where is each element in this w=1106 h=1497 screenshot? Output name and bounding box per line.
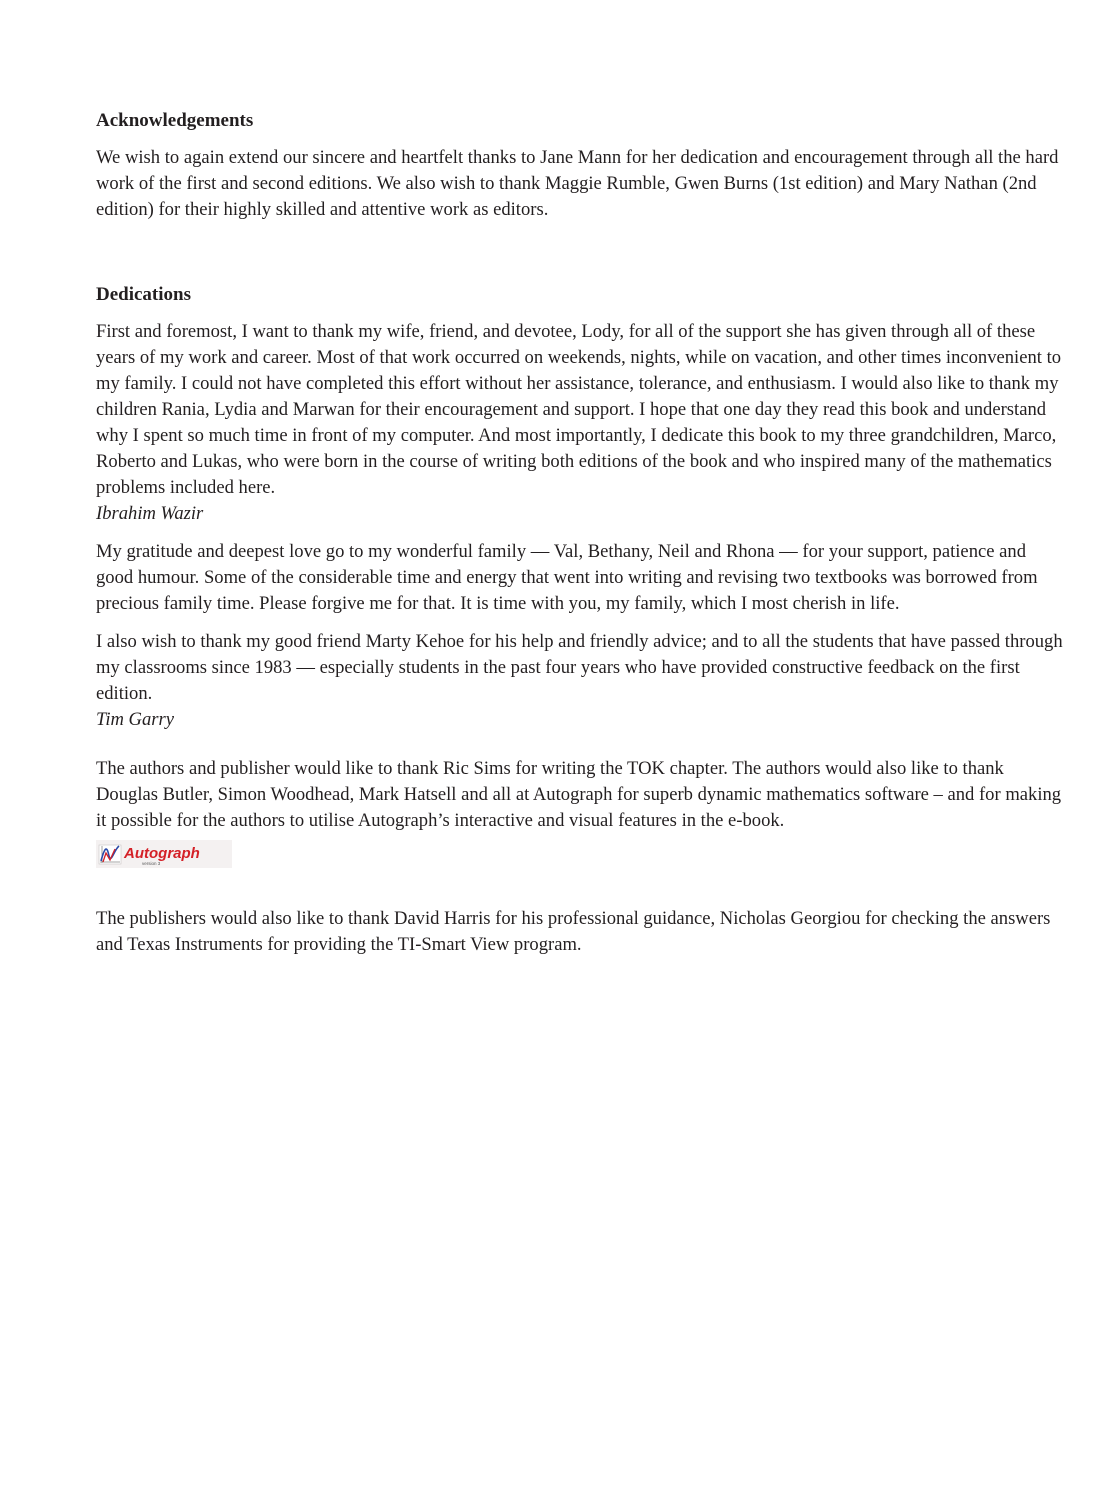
garry-dedication-1: My gratitude and deepest love go to my wonderful family — Val, Bethany, Neil and Rhona — for your support, patience and good humour. Some of the considerable time and energy that went into writing and revising two textbooks was borrowed from precious family time. Please forgive me for that. It is time with you, my family, which I most cherish in life.	[96, 541, 1038, 614]
wazir-signature: Ibrahim Wazir	[96, 503, 204, 524]
publishers-thanks: The publishers would also like to thank David Harris for his professional guidance, Nicholas Georgiou for checking the answers and Texas Instruments for providing the TI-Smart View program.	[96, 908, 1051, 955]
wazir-dedication-text: First and foremost, I want to thank my wife, friend, and devotee, Lody, for all of the support she has given through all of these years of my work and career. Most of that work occurred on weekends, nights, while on vacation, and other times inconvenient to my family. I could not have completed this effort without her assistance, tolerance, and enthusiasm. I would also like to thank my children Rania, Lydia and Marwan for their encouragement and support. I hope that one day they read this book and understand why I spent so much time in front of my computer. And most importantly, I dedicate this book to my three grandchildren, Marco, Roberto and Lukas, who were born in the course of writing both editions of the book and who inspired many of the mathematics problems included here.	[96, 321, 1062, 498]
logo-subtext: version 3	[142, 861, 161, 866]
autograph-logo-icon	[96, 840, 232, 868]
dedications-heading: Dedications	[96, 284, 191, 305]
page-content	[96, 108, 1066, 970]
acknowledgements-text: We wish to again extend our sincere and heartfelt thanks to Jane Mann for her dedication and encouragement through all the hard work of the first and second editions. We also wish to thank Maggie Rumble, Gwen Burns (1st edition) and Mary Nathan (2nd edition) for their highly skilled and attentive work as editors.	[96, 147, 1059, 220]
wazir-dedication	[96, 319, 1066, 527]
garry-signature: Tim Garry	[96, 709, 175, 730]
garry-dedication-2	[96, 629, 1066, 733]
garry-dedication-2-text: I also wish to thank my good friend Marty Kehoe for his help and friendly advice; and to all the students that have passed through my classrooms since 1983 — especially students in the past four years who have provided constructive feedback on the first edition.	[96, 631, 1063, 704]
authors-publisher-thanks: The authors and publisher would like to thank Ric Sims for writing the TOK chapter. The authors would also like to thank Douglas Butler, Simon Woodhead, Mark Hatsell and all at Autograph for superb dynamic mathematics software – and for making it possible for the authors to utilise Autograph’s interactive and visual features in the e-book.	[96, 758, 1062, 831]
acknowledgements-heading: Acknowledgements	[96, 110, 254, 131]
logo-wordmark: Autograph	[124, 845, 200, 862]
